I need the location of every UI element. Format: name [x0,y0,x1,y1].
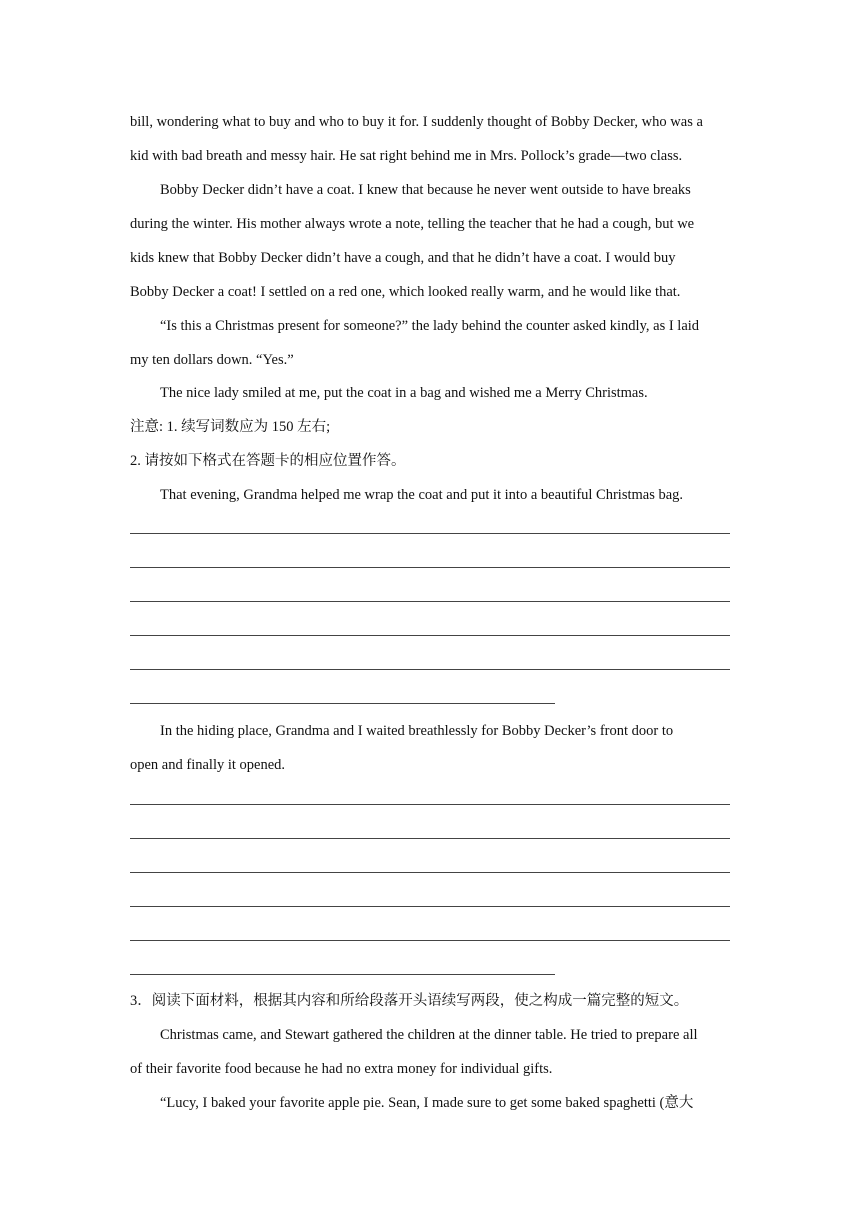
answer-line [130,906,730,907]
continuation-prompt-1: That evening, Grandma helped me wrap the coat and put it into a beautiful Christmas bag. [160,487,684,503]
answer-line [130,838,730,839]
story-text-line: of their favorite food because he had no extra money for individual gifts. [130,1061,553,1077]
story-text-line: Christmas came, and Stewart gathered the children at the dinner table. He tried to prepare all [160,1027,698,1043]
question-3-heading: 3．阅读下面材料，根据其内容和所给段落开头语续写两段，使之构成一篇完整的短文。 [130,993,689,1009]
answer-line [130,669,730,670]
answer-line [130,804,730,805]
story-text-line: kid with bad breath and messy hair. He sat right behind me in Mrs. Pollock’s grade—two class. [130,148,683,164]
instruction-format: 2. 请按如下格式在答题卡的相应位置作答。 [130,453,406,469]
story-text-line: “Is this a Christmas present for someone?” the lady behind the counter asked kindly, as I laid [160,318,700,334]
story-text-line: my ten dollars down. “Yes.” [130,352,294,368]
story-text-line: “Lucy, I baked your favorite apple pie. Sean, I made sure to get some baked spaghetti (意大 [160,1095,694,1111]
continuation-prompt-2: In the hiding place, Grandma and I waited breathlessly for Bobby Decker’s front door to [160,723,674,739]
story-text-line: Bobby Decker didn’t have a coat. I knew that because he never went outside to have breaks [160,182,691,198]
answer-line [130,974,555,975]
story-text-line: bill, wondering what to buy and who to buy it for. I suddenly thought of Bobby Decker, who was a [130,114,703,130]
instruction-note: 注意: 1. 续写词数应为 150 左右; [130,419,331,435]
answer-line [130,601,730,602]
answer-line [130,635,730,636]
continuation-prompt-2: open and finally it opened. [130,757,286,773]
story-text-line: The nice lady smiled at me, put the coat in a bag and wished me a Merry Christmas. [160,385,648,401]
answer-line [130,703,555,704]
answer-line [130,567,730,568]
story-text-line: Bobby Decker a coat! I settled on a red one, which looked really warm, and he would like that. [130,284,681,300]
answer-line [130,872,730,873]
story-text-line: kids knew that Bobby Decker didn’t have a cough, and that he didn’t have a coat. I would buy [130,250,676,266]
answer-line [130,533,730,534]
answer-line [130,940,730,941]
story-text-line: during the winter. His mother always wrote a note, telling the teacher that he had a cough, but we [130,216,695,232]
